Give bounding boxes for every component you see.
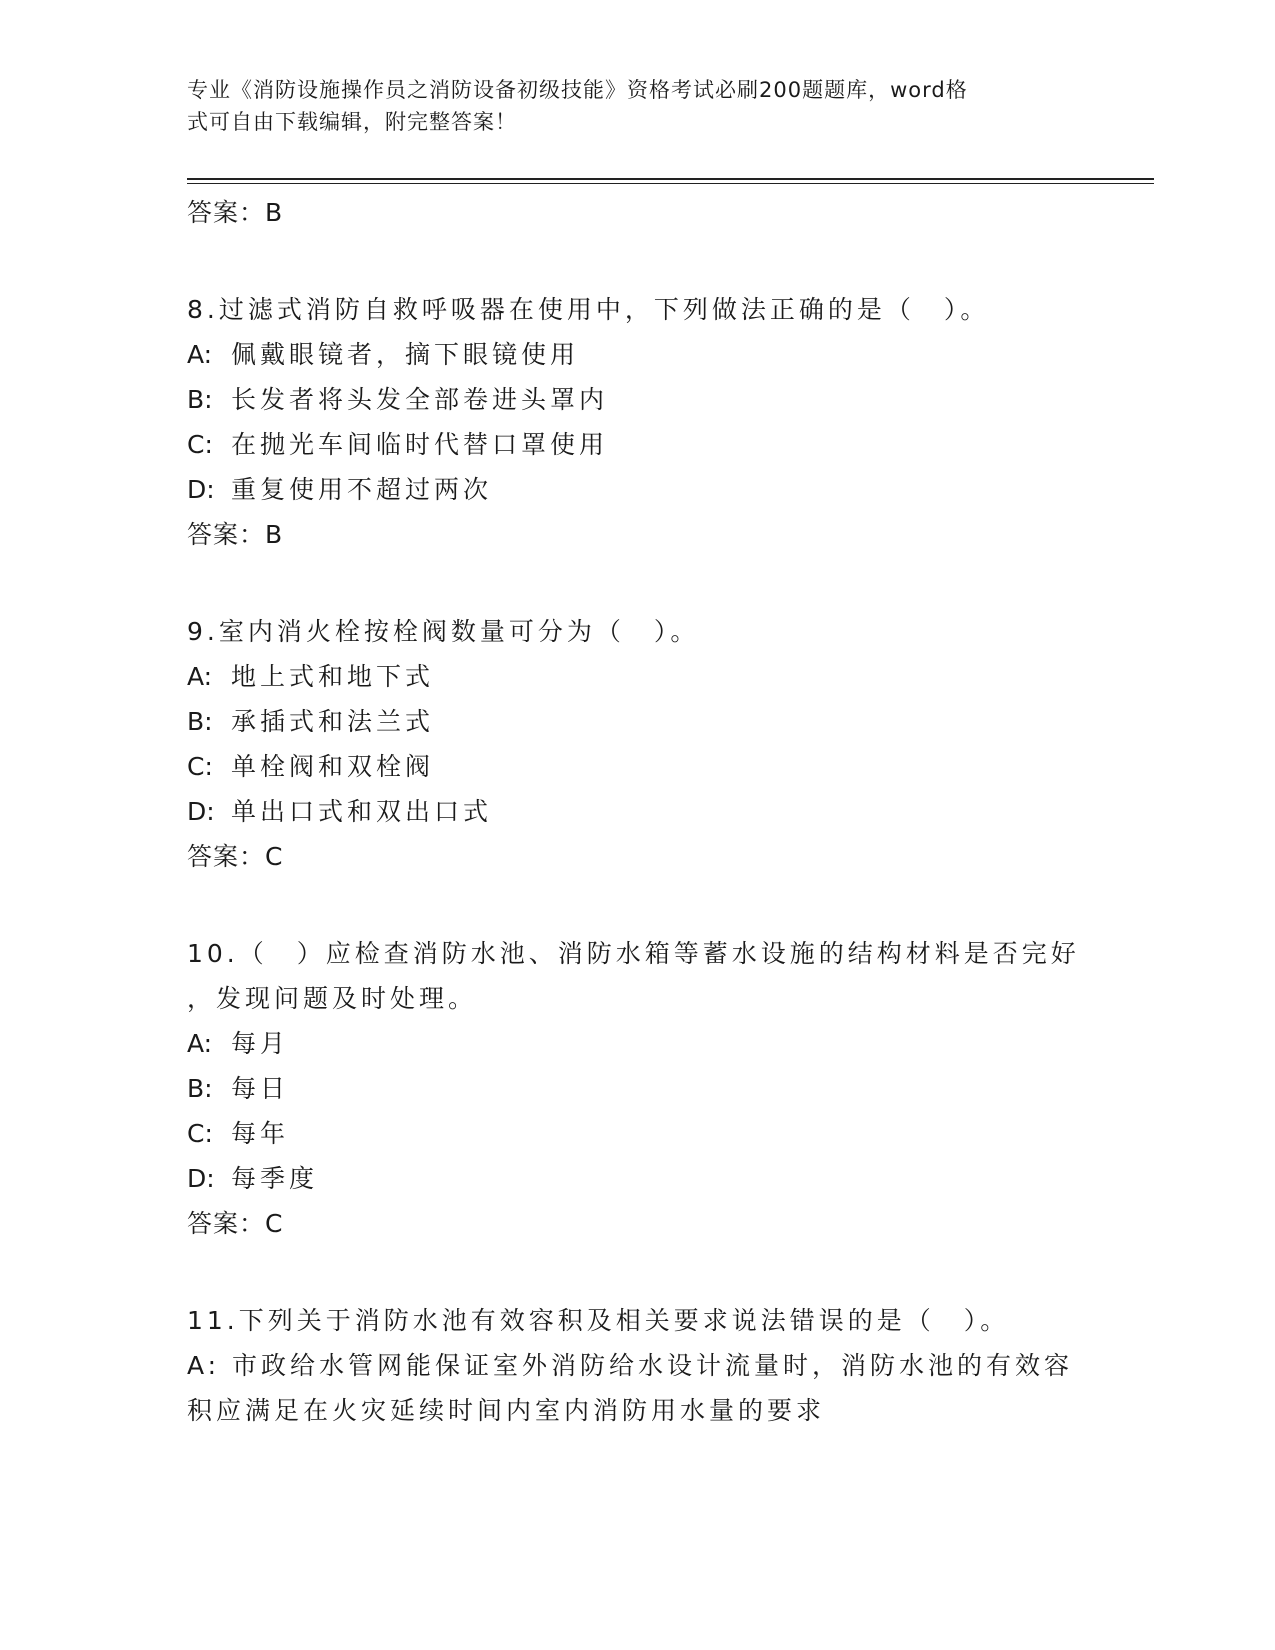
option-letter: C:: [187, 1119, 213, 1148]
question-text-continued: ，发现问题及时处理。: [187, 984, 478, 1013]
option-letter: C:: [187, 430, 213, 459]
option-d: [187, 789, 1087, 834]
option-letter: B:: [187, 385, 213, 414]
option-letter: A:: [187, 662, 213, 691]
option-text: 承插式和法兰式: [231, 707, 435, 736]
question-list: [187, 190, 1087, 1433]
option-text: 每日: [231, 1074, 290, 1103]
option-a: [187, 1021, 1087, 1066]
answer-line: 答案：C: [187, 1209, 284, 1238]
spacer: [187, 879, 1087, 931]
header-rule-thick: [187, 178, 1154, 180]
option-letter: A:: [187, 1029, 213, 1058]
option-b: [187, 377, 1087, 422]
header-line-2: 式可自由下载编辑，附完整答案！: [187, 110, 517, 134]
question-text: 8.过滤式消防自救呼吸器在使用中，下列做法正确的是（ ）。: [187, 295, 990, 324]
option-d: [187, 467, 1087, 512]
option-b: [187, 1066, 1087, 1111]
header-line-1: 专业《消防设施操作员之消防设备初级技能》资格考试必刷200题题库，word格: [187, 78, 968, 102]
header-rule-thin: [187, 183, 1154, 184]
option-letter: D:: [187, 475, 215, 504]
question-block: [187, 1298, 1087, 1433]
question-block: [187, 287, 1087, 557]
option-c: [187, 422, 1087, 467]
question-block: [187, 609, 1087, 879]
answer-line: 答案：B: [187, 198, 284, 227]
page-header: [187, 74, 1087, 138]
option-letter: A:: [187, 340, 213, 369]
question-text: 9.室内消火栓按栓阀数量可分为（ ）。: [187, 617, 700, 646]
option-text: 重复使用不超过两次: [231, 475, 493, 504]
option-b: [187, 699, 1087, 744]
option-d: [187, 1156, 1087, 1201]
option-letter: B:: [187, 707, 213, 736]
option-text: 每年: [231, 1119, 290, 1148]
spacer: [187, 557, 1087, 609]
option-text: 单栓阀和双栓阀: [231, 752, 435, 781]
answer-line: 答案：B: [187, 520, 284, 549]
option-letter: D:: [187, 1164, 215, 1193]
option-c: [187, 744, 1087, 789]
spacer: [187, 235, 1087, 287]
option-a: [187, 332, 1087, 377]
option-a-continued: 积应满足在火灾延续时间内室内消防用水量的要求: [187, 1396, 826, 1425]
answer-line: 答案：C: [187, 842, 284, 871]
option-a: A: 市政给水管网能保证室外消防给水设计流量时，消防水池的有效容: [187, 1351, 1074, 1380]
option-letter: C:: [187, 752, 213, 781]
option-text: 每月: [231, 1029, 290, 1058]
question-text: 10.（ ）应检查消防水池、消防水箱等蓄水设施的结构材料是否完好: [187, 939, 1080, 968]
question-text: 11.下列关于消防水池有效容积及相关要求说法错误的是（ ）。: [187, 1306, 1010, 1335]
option-text: 每季度: [231, 1164, 319, 1193]
question-block: [187, 931, 1087, 1246]
option-c: [187, 1111, 1087, 1156]
option-a: [187, 654, 1087, 699]
option-text: 单出口式和双出口式: [231, 797, 493, 826]
option-letter: B:: [187, 1074, 213, 1103]
spacer: [187, 1246, 1087, 1298]
option-letter: D:: [187, 797, 215, 826]
option-text: 佩戴眼镜者，摘下眼镜使用: [231, 340, 580, 369]
option-text: 地上式和地下式: [231, 662, 435, 691]
option-text: 在抛光车间临时代替口罩使用: [231, 430, 609, 459]
option-text: 长发者将头发全部卷进头罩内: [231, 385, 609, 414]
